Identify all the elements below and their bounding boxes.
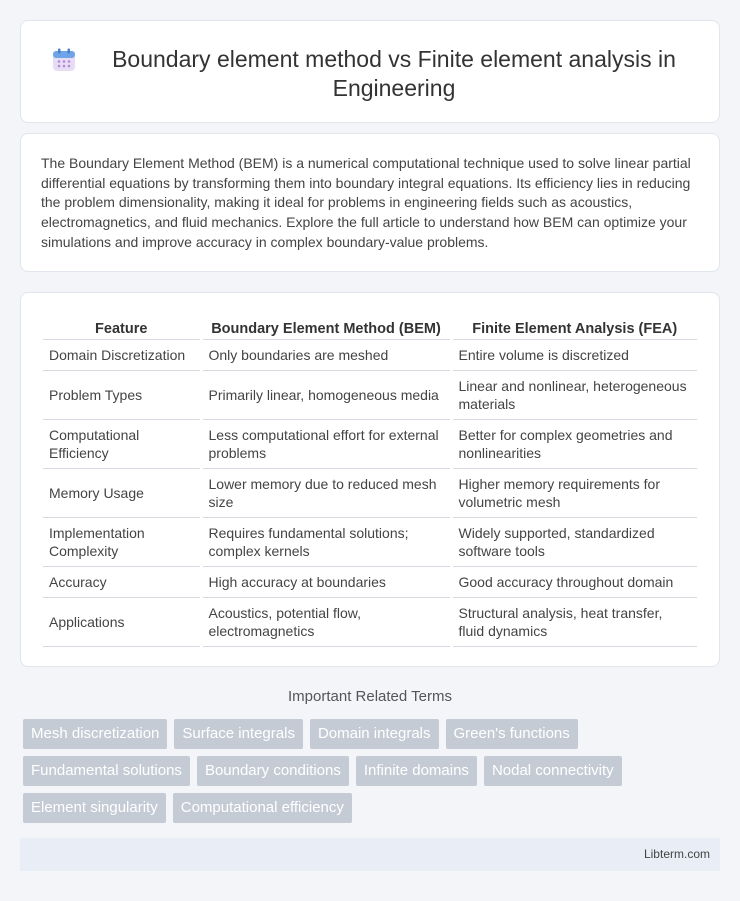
calendar-icon bbox=[51, 47, 77, 73]
header-bem: Boundary Element Method (BEM) bbox=[201, 313, 451, 339]
table-cell: Implementation Complexity bbox=[43, 517, 201, 566]
tag-computational-efficiency[interactable]: Computational efficiency bbox=[173, 793, 352, 823]
footer-site[interactable]: Libterm.com bbox=[643, 847, 710, 861]
table-row bbox=[43, 517, 697, 566]
table-cell: Applications bbox=[43, 597, 201, 646]
table-cell: Better for complex geometries and nonlinearities bbox=[451, 419, 697, 468]
header-fea: Finite Element Analysis (FEA) bbox=[451, 313, 697, 339]
tag-surface-integrals[interactable]: Surface integrals bbox=[174, 719, 303, 749]
intro-text: The Boundary Element Method (BEM) is a numerical computational technique used to solve linear partial differential equations by transforming them into boundary integral equations. Its efficiency lies in reducing the problem dimensionality, making it ideal for problems in engineering fields such as acoustics, electromagnetics, and fluid mechanics. Explore the full article to understand how BEM can optimize your simulations and improve accuracy in complex boundary-value problems. bbox=[41, 155, 691, 250]
tag-nodal-connectivity[interactable]: Nodal connectivity bbox=[484, 756, 622, 786]
table-row bbox=[43, 597, 697, 646]
comparison-card bbox=[20, 292, 720, 667]
table-row bbox=[43, 339, 697, 370]
tag-row bbox=[23, 793, 723, 823]
tag-row bbox=[23, 719, 723, 749]
table-cell: Widely supported, standardized software tools bbox=[451, 517, 697, 566]
intro-card bbox=[20, 133, 720, 272]
table-cell: Domain Discretization bbox=[43, 339, 201, 370]
tag-infinite-domains[interactable]: Infinite domains bbox=[356, 756, 477, 786]
table-cell: Good accuracy throughout domain bbox=[451, 566, 697, 597]
table-row bbox=[43, 468, 697, 517]
table-cell: Computational Efficiency bbox=[43, 419, 201, 468]
table-cell: Higher memory requirements for volumetric mesh bbox=[451, 468, 697, 517]
tag-row bbox=[23, 756, 723, 786]
table-cell: High accuracy at boundaries bbox=[201, 566, 451, 597]
tag-domain-integrals[interactable]: Domain integrals bbox=[310, 719, 439, 749]
table-row bbox=[43, 419, 697, 468]
tag-fundamental-solutions[interactable]: Fundamental solutions bbox=[23, 756, 190, 786]
table-cell: Lower memory due to reduced mesh size bbox=[201, 468, 451, 517]
table-cell: Less computational effort for external problems bbox=[201, 419, 451, 468]
table-row bbox=[43, 370, 697, 419]
tag-greens-functions[interactable]: Green's functions bbox=[446, 719, 578, 749]
related-terms-title: Important Related Terms bbox=[288, 688, 452, 705]
table-header-row bbox=[43, 313, 697, 339]
related-terms bbox=[23, 719, 723, 830]
header-feature: Feature bbox=[43, 313, 201, 339]
tag-boundary-conditions[interactable]: Boundary conditions bbox=[197, 756, 349, 786]
table-row bbox=[43, 566, 697, 597]
tag-mesh-discretization[interactable]: Mesh discretization bbox=[23, 719, 167, 749]
page-title: Boundary element method vs Finite element analysis in Engineering bbox=[112, 46, 676, 101]
comparison-table bbox=[43, 313, 697, 647]
table-cell: Only boundaries are meshed bbox=[201, 339, 451, 370]
tag-element-singularity[interactable]: Element singularity bbox=[23, 793, 166, 823]
table-cell: Linear and nonlinear, heterogeneous materials bbox=[451, 370, 697, 419]
table-cell: Entire volume is discretized bbox=[451, 339, 697, 370]
footer bbox=[20, 838, 720, 871]
table-cell: Requires fundamental solutions; complex kernels bbox=[201, 517, 451, 566]
table-cell: Acoustics, potential flow, electromagnetics bbox=[201, 597, 451, 646]
title-card bbox=[20, 20, 720, 123]
table-cell: Memory Usage bbox=[43, 468, 201, 517]
table-cell: Primarily linear, homogeneous media bbox=[201, 370, 451, 419]
table-cell: Structural analysis, heat transfer, fluid dynamics bbox=[451, 597, 697, 646]
table-cell: Problem Types bbox=[43, 370, 201, 419]
table-cell: Accuracy bbox=[43, 566, 201, 597]
